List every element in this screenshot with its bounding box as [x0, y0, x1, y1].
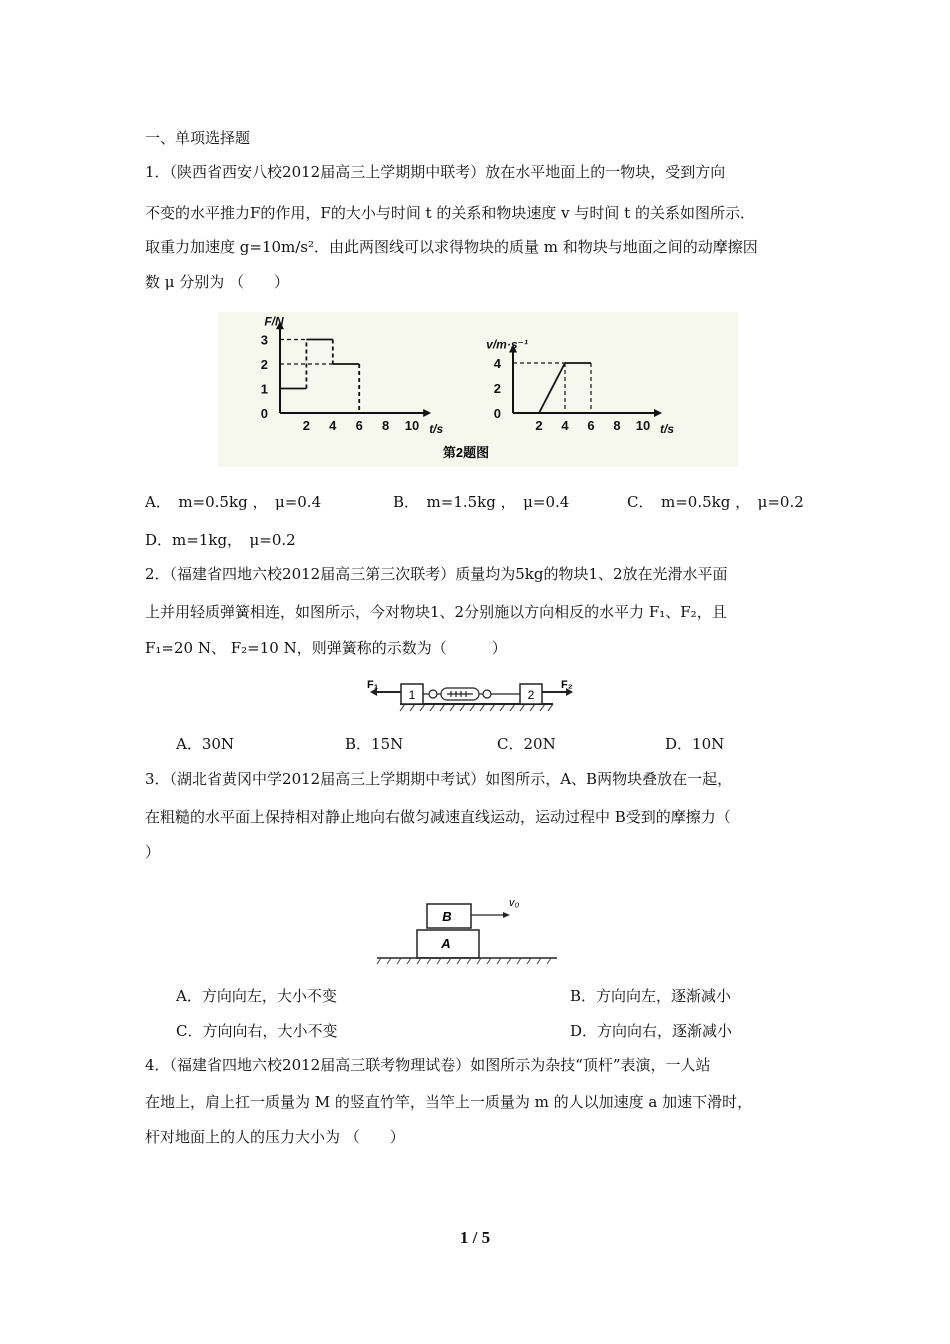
q1-figure	[218, 312, 738, 471]
x-tick-label: 2	[302, 418, 311, 433]
y-axis-label: F/N	[264, 314, 284, 329]
q1-line-2: 不变的水平推力F的作用，F的大小与时间 t 的关系和物块速度 v 与时间 t 的关系如图所示．	[145, 204, 755, 222]
x-tick-label: 10	[404, 418, 420, 433]
q4-line-3: 杆对地面上的人的压力大小为 （ ）	[145, 1128, 405, 1146]
q4-line-1: 4．（福建省四地六校2012届高三联考物理试卷）如图所示为杂技“顶杆”表演，一人站	[145, 1056, 711, 1074]
q2-line-2: 上并用轻质弹簧相连，如图所示，今对物块1、2分别施以方向相反的水平力 F₁、F₂，且	[145, 603, 727, 621]
q2-option-c: C．20N	[497, 735, 556, 753]
q3-option-d: D．方向向右，逐渐减小	[570, 1022, 733, 1040]
block-a-label: A	[441, 936, 451, 951]
y-tick-label: 2	[260, 357, 268, 372]
y-axis-label: v/m·s⁻¹	[486, 337, 528, 352]
spring-scale	[423, 688, 520, 700]
block-1-label: 1	[408, 688, 416, 702]
figure-caption: 第2题图	[442, 445, 490, 460]
q2-line-1: 2．（福建省四地六校2012届高三第三次联考）质量均为5kg的物块1、2放在光滑水平面	[145, 565, 728, 583]
velocity-label: v₀	[509, 897, 520, 909]
x-tick-label: 8	[613, 418, 621, 433]
x-tick-label: 4	[561, 418, 569, 433]
block-2-label: 2	[527, 688, 535, 702]
q1-line-1: 1．（陕西省西安八校2012届高三上学期期中联考）放在水平地面上的一物块，受到方向	[145, 163, 726, 181]
q3-option-c: C．方向向右，大小不变	[176, 1022, 338, 1040]
q3-line-3: ）	[145, 843, 161, 861]
q3-option-b: B．方向向左，逐渐减小	[570, 987, 732, 1005]
ground-hatch	[400, 704, 553, 711]
q1-option-b: B． m=1.5kg ， μ=0.4	[393, 493, 570, 511]
q1-line-3: 取重力加速度 g=10m/s²．由此两图线可以求得物块的质量 m 和物块与地面之间的动摩擦因	[145, 238, 758, 256]
q3-line-1: 3．（湖北省黄冈中学2012届高三上学期期中考试）如图所示，A、B两物块叠放在一起，	[145, 770, 733, 788]
x-tick-label: 10	[635, 418, 651, 433]
q4-line-2: 在地上，肩上扛一质量为 M 的竖直竹竿，当竿上一质量为 m 的人以加速度 a 加速下滑时，	[145, 1093, 753, 1111]
y-tick-label: 4	[493, 356, 501, 371]
q3-option-a: A．方向向左，大小不变	[176, 987, 337, 1005]
y-tick-label: 1	[260, 381, 268, 397]
f1-label: F₁	[367, 679, 379, 691]
q1-line-4: 数 μ 分别为 （ ）	[145, 273, 290, 291]
q2-option-b: B．15N	[345, 735, 404, 753]
y-tick-label: 3	[260, 332, 268, 348]
q2-option-a: A．30N	[176, 735, 235, 753]
ground-hatch	[377, 958, 551, 964]
q1-option-c: C． m=0.5kg ， μ=0.2	[627, 493, 804, 511]
page-number: 1 / 5	[459, 1228, 491, 1247]
x-tick-label: 2	[535, 418, 543, 433]
q1-option-d: D．m=1kg， μ=0.2	[145, 531, 296, 549]
y-tick-label: 2	[493, 381, 501, 396]
f2-label: F₂	[561, 679, 573, 691]
x-tick-label: 4	[329, 418, 337, 433]
x-axis-label: t/s	[429, 422, 444, 436]
y-tick-label: 0	[260, 406, 268, 421]
x-tick-label: 6	[587, 418, 595, 433]
q2-option-d: D．10N	[665, 735, 725, 753]
section-title: 一、单项选择题	[145, 129, 251, 147]
q1-option-a: A． m=0.5kg ， μ=0.4	[145, 493, 322, 511]
y-tick-label: 0	[493, 406, 501, 421]
q2-line-3: F₁=20 N、 F₂=10 N，则弹簧称的示数为（ ）	[145, 639, 507, 657]
q3-blocks-figure	[375, 888, 575, 977]
velocity-arrow	[471, 912, 510, 918]
q1-figure-svg	[218, 312, 738, 467]
block-b-label: B	[442, 909, 452, 924]
x-tick-label: 8	[381, 418, 390, 433]
x-tick-label: 6	[355, 418, 363, 433]
q3-line-2: 在粗糙的水平面上保持相对静止地向右做匀减速直线运动，运动过程中 B受到的摩擦力（	[145, 808, 731, 826]
x-axis-label: t/s	[660, 422, 675, 436]
q2-spring-figure	[365, 676, 585, 722]
